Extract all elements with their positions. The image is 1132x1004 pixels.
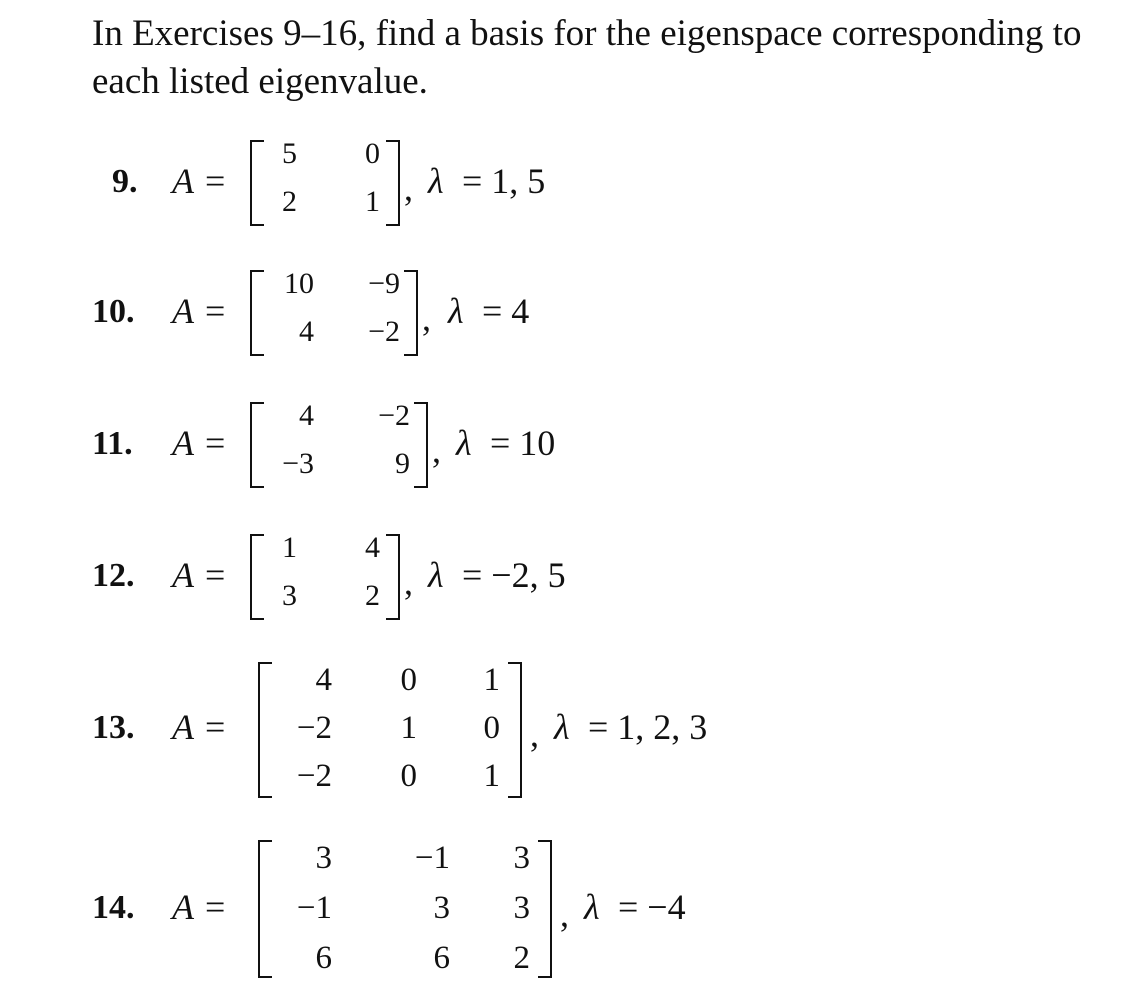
exercise-number: 11. (92, 425, 133, 462)
matrix-cell: −1 (414, 840, 450, 876)
matrix-cell: 0 (483, 710, 500, 746)
matrix-cell: 1 (483, 758, 500, 794)
right-bracket (508, 662, 522, 798)
exercise-number: 12. (92, 557, 135, 594)
exercise-14 (0, 826, 1132, 986)
eigenvalue-list: = 4 (482, 291, 530, 331)
equals-sign: = (205, 707, 226, 747)
matrix-cell: 1 (400, 710, 417, 746)
comma: , (560, 894, 569, 934)
matrix-cell: −3 (282, 447, 314, 480)
matrix-cell: 1 (282, 531, 297, 564)
matrix-cell: −9 (368, 267, 400, 300)
matrix-variable: A (172, 161, 194, 201)
exercise-11 (0, 394, 1132, 504)
exercise-number: 9. (112, 163, 138, 200)
matrix-cell: 0 (400, 662, 417, 698)
comma: , (530, 714, 539, 754)
matrix-cell: −2 (296, 758, 332, 794)
matrix-cell: −2 (296, 710, 332, 746)
exercise-10 (0, 262, 1132, 372)
right-bracket (404, 270, 418, 356)
matrix-cell: 4 (365, 531, 380, 564)
matrix-cell: 1 (365, 185, 380, 218)
matrix-cell: 2 (365, 579, 380, 612)
equals-sign: = (205, 555, 226, 595)
matrix-cell: −2 (368, 315, 400, 348)
right-bracket (386, 140, 400, 226)
equals-sign: = (205, 161, 226, 201)
matrix-cell: 4 (299, 399, 314, 432)
lambda-symbol: λ (456, 423, 472, 463)
matrix-cell: 3 (315, 840, 332, 876)
matrix-cell: 4 (315, 662, 332, 698)
right-bracket (414, 402, 428, 488)
comma: , (422, 298, 431, 338)
lambda-symbol: λ (428, 555, 444, 595)
matrix-cell: −1 (296, 890, 332, 926)
equals-sign: = (205, 291, 226, 331)
left-bracket (258, 840, 272, 978)
matrix-cell: 2 (513, 940, 530, 976)
matrix-variable: A (172, 291, 194, 331)
exercise-number: 13. (92, 709, 135, 746)
right-bracket (386, 534, 400, 620)
matrix-variable: A (172, 887, 194, 927)
eigenvalue-list: = −2, 5 (462, 555, 566, 595)
eigenvalue-list: = 1, 2, 3 (588, 707, 708, 747)
matrix-cell: 9 (395, 447, 410, 480)
equals-sign: = (205, 887, 226, 927)
comma: , (432, 430, 441, 470)
lambda-symbol: λ (584, 887, 600, 927)
exercise-9 (0, 130, 1132, 240)
right-bracket (538, 840, 552, 978)
matrix-cell: 4 (299, 315, 314, 348)
exercise-12 (0, 526, 1132, 636)
matrix-cell: 6 (315, 940, 332, 976)
comma: , (404, 168, 413, 208)
matrix-cell: 3 (282, 579, 297, 612)
left-bracket (258, 662, 272, 798)
matrix-cell: 5 (282, 137, 297, 170)
matrix-variable: A (172, 423, 194, 463)
eigenvalue-list: = 1, 5 (462, 161, 546, 201)
matrix-cell: 2 (282, 185, 297, 218)
matrix-cell: 6 (433, 940, 450, 976)
matrix-cell: −2 (378, 399, 410, 432)
exercise-number: 10. (92, 293, 135, 330)
eigenvalue-list: = 10 (490, 423, 556, 463)
instructions: In Exercises 9–16, find a basis for the eigenspace corresponding to each listed eigenvalue. (92, 13, 1082, 102)
matrix-cell: 3 (433, 890, 450, 926)
exercise-13 (0, 656, 1132, 806)
matrix-cell: 3 (513, 840, 530, 876)
lambda-symbol: λ (554, 707, 570, 747)
matrix-cell: 0 (365, 137, 380, 170)
matrix-cell: 1 (483, 662, 500, 698)
exercise-number: 14. (92, 889, 135, 926)
comma: , (404, 562, 413, 602)
matrix-cell: 3 (513, 890, 530, 926)
matrix-cell: 10 (284, 267, 314, 300)
matrix-variable: A (172, 555, 194, 595)
lambda-symbol: λ (448, 291, 464, 331)
matrix-variable: A (172, 707, 194, 747)
matrix-cell: 0 (400, 758, 417, 794)
lambda-symbol: λ (428, 161, 444, 201)
equals-sign: = (205, 423, 226, 463)
eigenvalue-list: = −4 (618, 887, 686, 927)
